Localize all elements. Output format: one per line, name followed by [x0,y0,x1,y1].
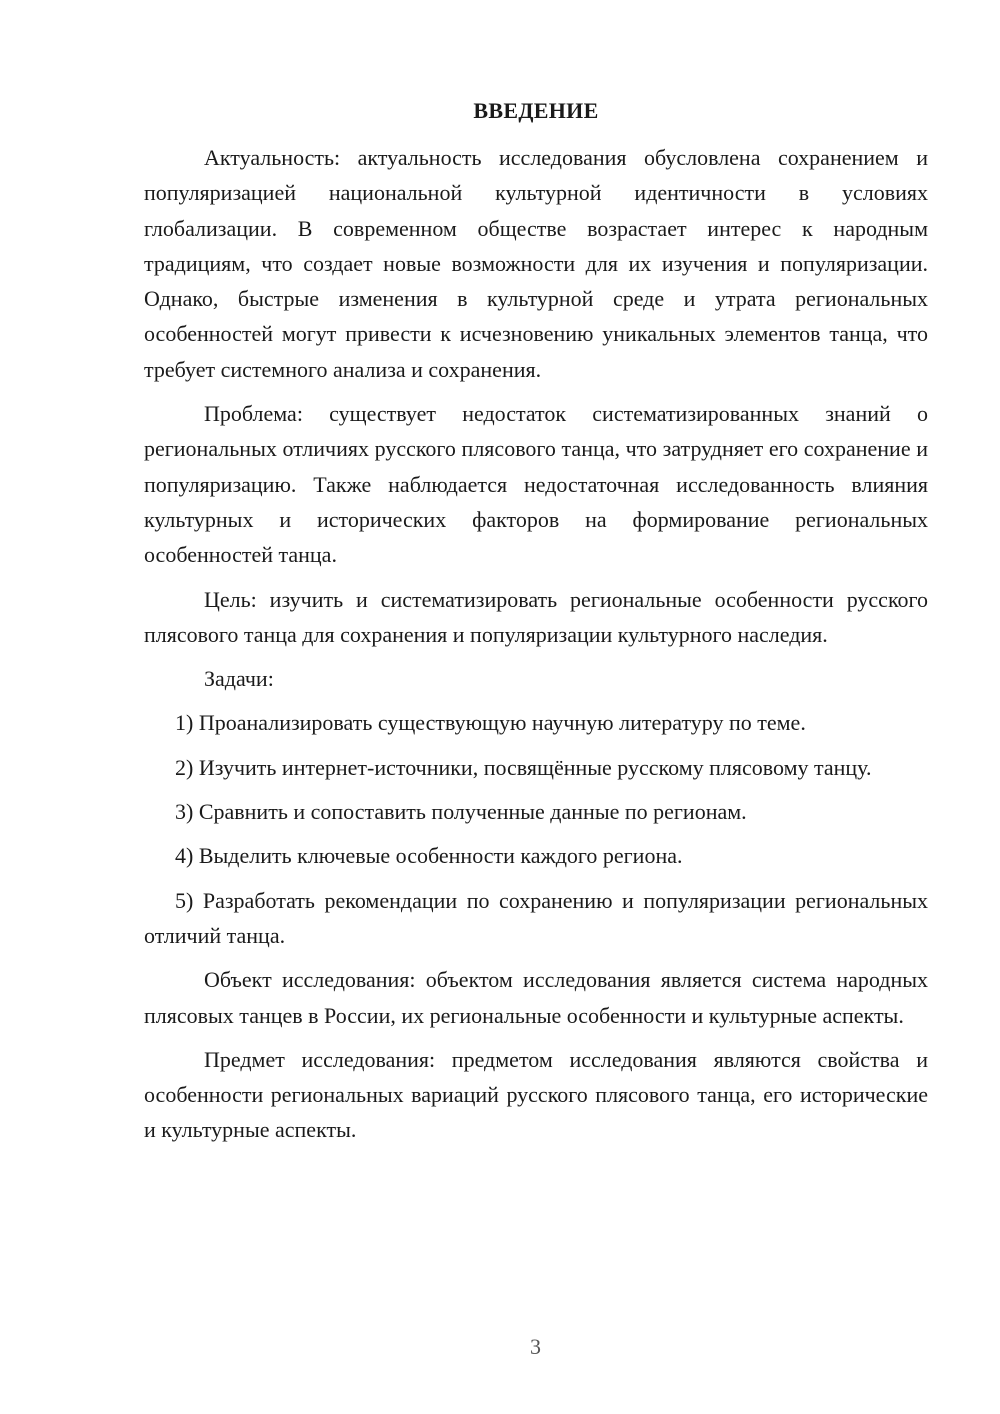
task-item: 1) Проанализировать существующую научную литературу по теме. [175,710,806,736]
goal-paragraph: Цель: изучить и систематизировать региональные особенности русского плясового танца для сохранения и популяризации культурного наследия. [144,586,928,647]
task-item: 3) Сравнить и сопоставить полученные данные по регионам. [175,799,747,825]
document-page [144,94,928,1157]
problem-paragraph: Проблема: существует недостаток систематизированных знаний о региональных отличиях русского плясового танца, что затрудняет его сохранение и популяризацию. Также наблюдается недостаточная исследованность влияния культурных и исторических факторов на формирование региональных особенностей танца. [144,401,928,568]
subject-paragraph: Предмет исследования: предметом исследования являются свойства и особенности региональных вариаций русского плясового танца, его исторические и культурные аспекты. [144,1046,928,1143]
section-title: ВВЕДЕНИЕ [473,98,599,123]
task-item: 2) Изучить интернет-источники, посвящённые русскому плясовому танцу. [175,754,872,780]
task-item: 4) Выделить ключевые особенности каждого региона. [175,843,683,869]
object-paragraph: Объект исследования: объектом исследования является система народных плясовых танцев в России, их региональные особенности и культурные аспекты. [144,967,928,1028]
page-number: 3 [530,1334,541,1359]
task-item: 5) Разработать рекомендации по сохранению и популяризации региональных отличий танца. [144,887,928,948]
tasks-heading: Задачи: [204,666,274,692]
relevance-paragraph: Актуальность: актуальность исследования обусловлена сохранением и популяризацией национальной культурной идентичности в условиях глобализации. В современном обществе возрастает интерес к народным традициям, что создает новые возможности для их изучения и популяризации. Однако, быстрые изменения в культурной среде и утрата региональных особенностей могут привести к исчезновению уникальных элементов танца, что требует системного анализа и сохранения. [144,145,928,382]
